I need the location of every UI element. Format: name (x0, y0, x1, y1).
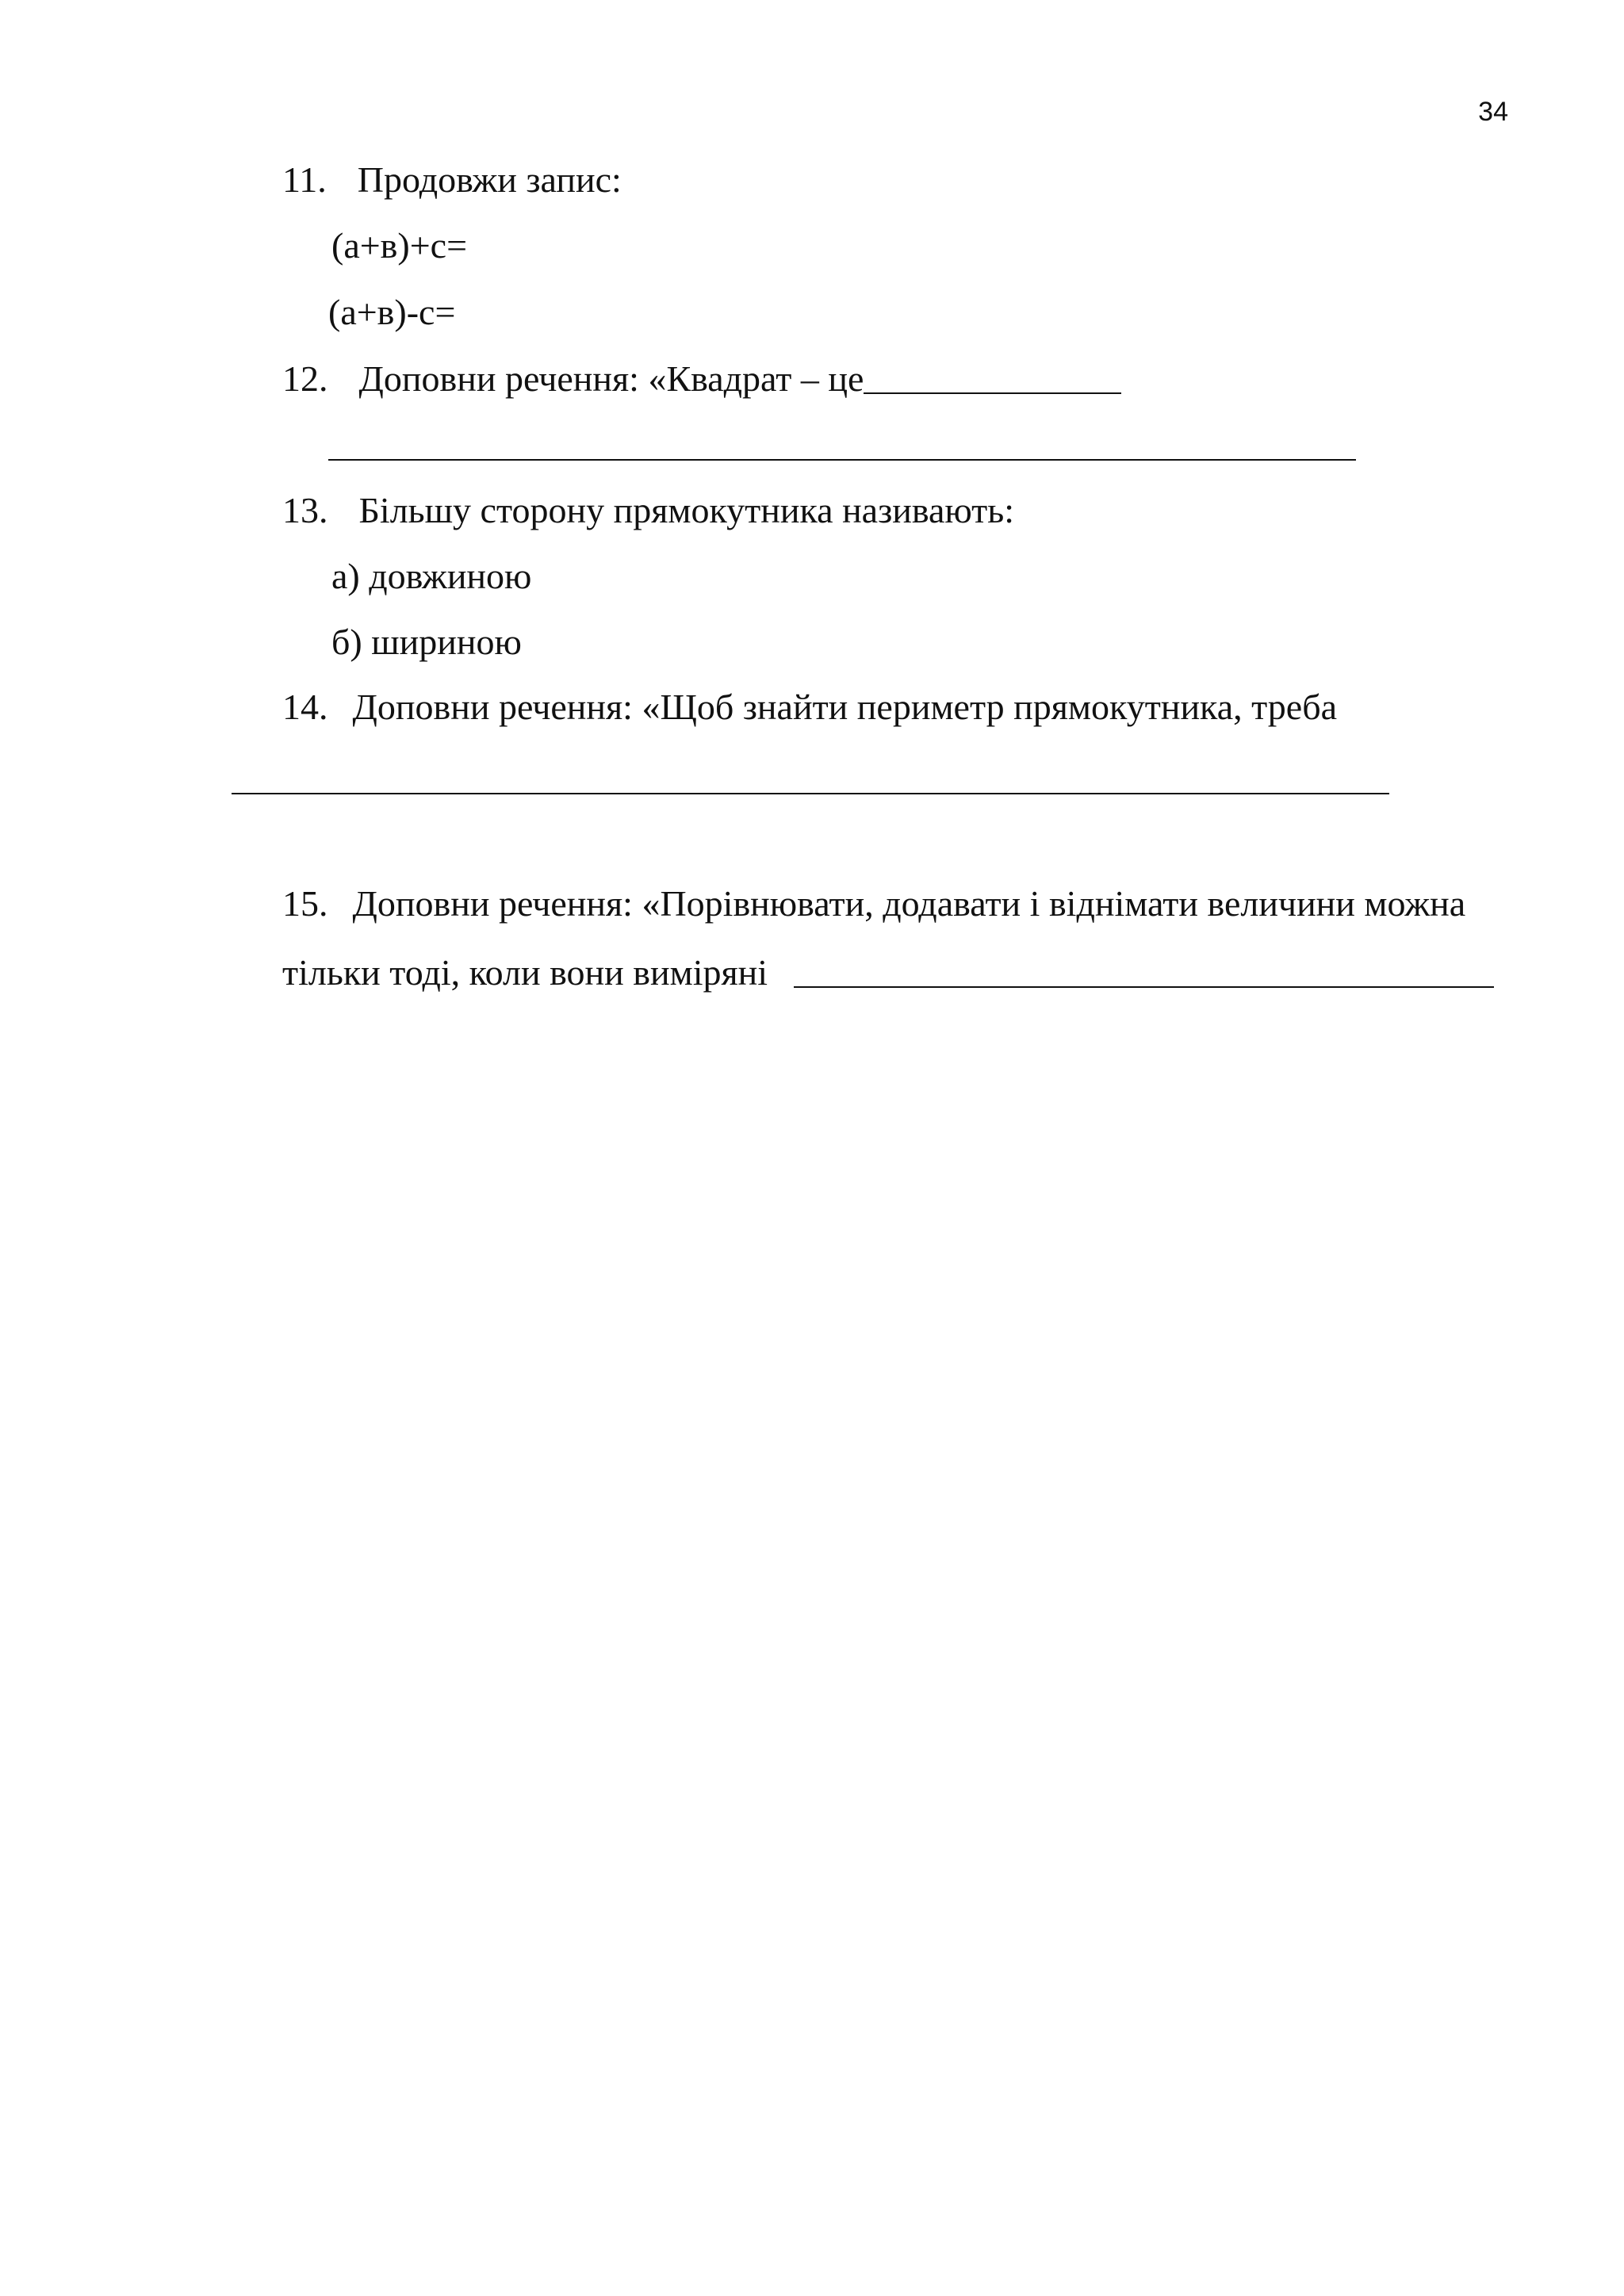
question-15-continuation-line (282, 952, 1494, 993)
question-11-text: Продовжи запис: (357, 159, 622, 200)
question-14-answer-line (232, 793, 1389, 794)
question-11-expression-2: (а+в)-с= (328, 292, 456, 332)
question-15-line (282, 883, 1466, 924)
question-15-continuation: тільки тоді, коли вони виміряні (282, 952, 768, 993)
question-12-number: 12. (282, 358, 328, 399)
question-12-text: Доповни речення: «Квадрат – це (358, 358, 864, 399)
question-12-inline-answer-line (864, 392, 1121, 394)
question-11-line (282, 159, 622, 200)
question-13-text: Більшу сторону прямокутника називають: (358, 490, 1015, 530)
question-14-line (282, 689, 1337, 725)
question-15-number: 15. (282, 883, 328, 924)
question-13-number: 13. (282, 490, 328, 530)
page-number: 34 (1478, 97, 1508, 127)
question-15-text: Доповни речення: «Порівнювати, додавати і віднімати величини можна (352, 883, 1466, 924)
question-14-number: 14. (282, 687, 328, 727)
question-11-number: 11. (282, 159, 327, 200)
question-15-inline-answer-line (794, 986, 1494, 988)
question-13-line (282, 492, 1014, 529)
question-11-expression-1: (а+в)+с= (331, 225, 468, 266)
question-14-text: Доповни речення: «Щоб знайти периметр прямокутника, треба (352, 687, 1338, 727)
question-12-answer-line (328, 459, 1356, 461)
question-13-option-b: б) шириною (331, 622, 522, 662)
question-13-option-a: а) довжиною (331, 556, 532, 596)
question-12-line (282, 358, 1121, 399)
